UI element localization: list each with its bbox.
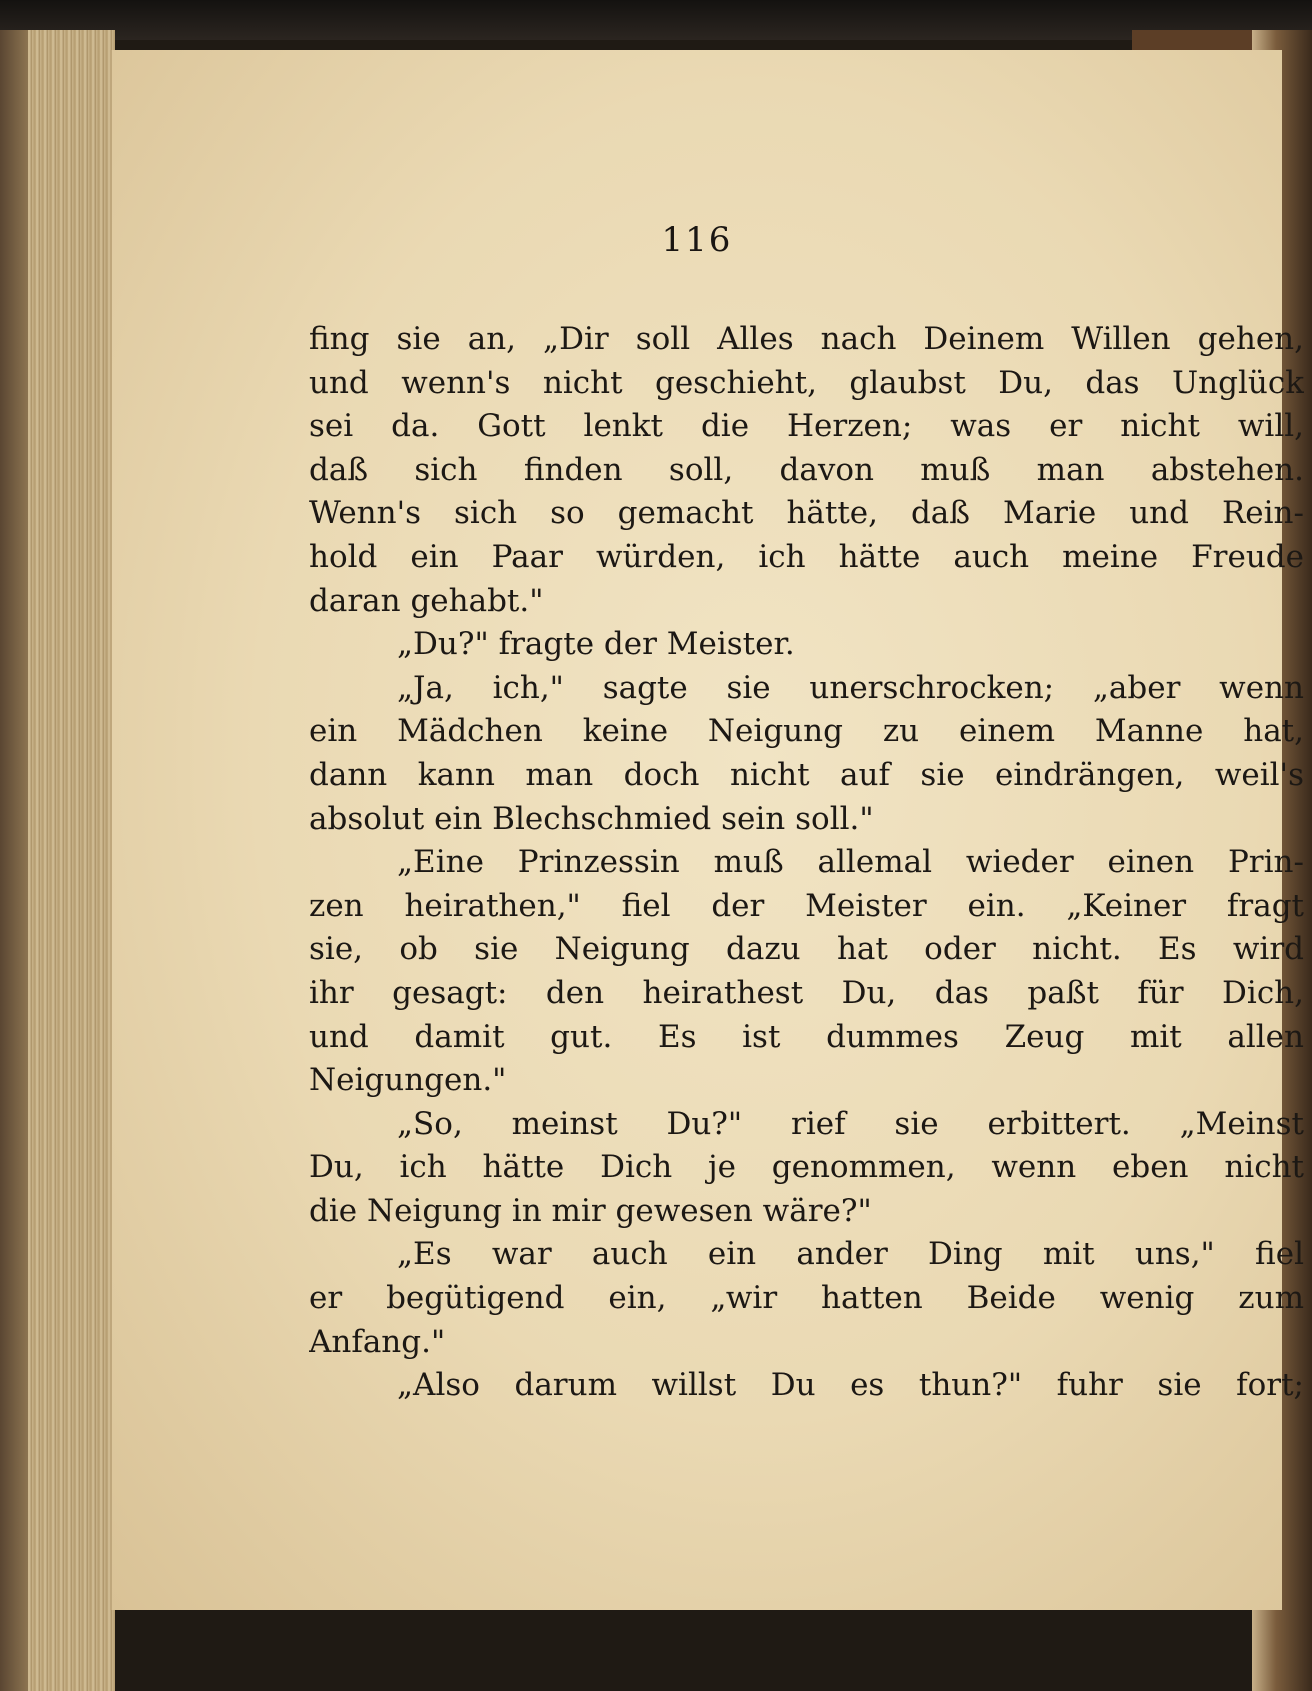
text-line: „Es war auch ein ander Ding mit uns," fiel bbox=[397, 1236, 1304, 1273]
text-line: hold ein Paar würden, ich hätte auch meine Freude bbox=[309, 538, 1304, 575]
page-number: 116 bbox=[661, 220, 733, 260]
spine-shadow bbox=[0, 30, 28, 1691]
book-cover-top-edge bbox=[0, 0, 1312, 40]
text-line: fing sie an, „Dir soll Alles nach Deinem Willen gehen, bbox=[309, 321, 1304, 357]
text-line: zen heirathen," fiel der Meister ein. „Keiner fragt bbox=[309, 887, 1304, 924]
text-line: „Also darum willst Du es thun?" fuhr sie fort; bbox=[397, 1367, 1304, 1404]
text-line: „Eine Prinzessin muß allemal wieder einen Prin- bbox=[397, 844, 1304, 881]
text-line: ein Mädchen keine Neigung zu einem Manne hat, bbox=[309, 713, 1304, 750]
text-line: sie, ob sie Neigung dazu hat oder nicht. Es wird bbox=[309, 931, 1304, 968]
text-line: absolut ein Blechschmied sein soll." bbox=[309, 800, 874, 837]
text-line: „So, meinst Du?" rief sie erbittert. „Meinst bbox=[397, 1105, 1304, 1142]
text-line: und wenn's nicht geschieht, glaubst Du, das Unglück bbox=[309, 364, 1304, 401]
page-text bbox=[309, 318, 1304, 1408]
text-line: dann kann man doch nicht auf sie eindrängen, weil's bbox=[309, 756, 1304, 793]
text-line: daß sich finden soll, davon muß man abstehen. bbox=[309, 451, 1304, 488]
text-line: daran gehabt." bbox=[309, 582, 544, 619]
text-line: Du, ich hätte Dich je genommen, wenn eben nicht bbox=[309, 1149, 1304, 1186]
text-line: „Du?" fragte der Meister. bbox=[397, 626, 795, 663]
text-line: er begütigend ein, „wir hatten Beide wenig zum bbox=[309, 1280, 1304, 1317]
text-line: ihr gesagt: den heirathest Du, das paßt für Dich, bbox=[309, 974, 1304, 1011]
text-line: Neigungen." bbox=[309, 1062, 507, 1099]
text-line: „Ja, ich," sagte sie unerschrocken; „aber wenn bbox=[397, 669, 1304, 706]
text-line: Wenn's sich so gemacht hätte, daß Marie und Rein- bbox=[309, 495, 1304, 532]
text-line: die Neigung in mir gewesen wäre?" bbox=[309, 1192, 872, 1229]
text-line: sei da. Gott lenkt die Herzen; was er nicht will, bbox=[309, 408, 1304, 445]
book-page bbox=[110, 50, 1304, 1610]
text-line: Anfang." bbox=[309, 1323, 446, 1360]
text-line: und damit gut. Es ist dummes Zeug mit allen bbox=[309, 1018, 1304, 1055]
